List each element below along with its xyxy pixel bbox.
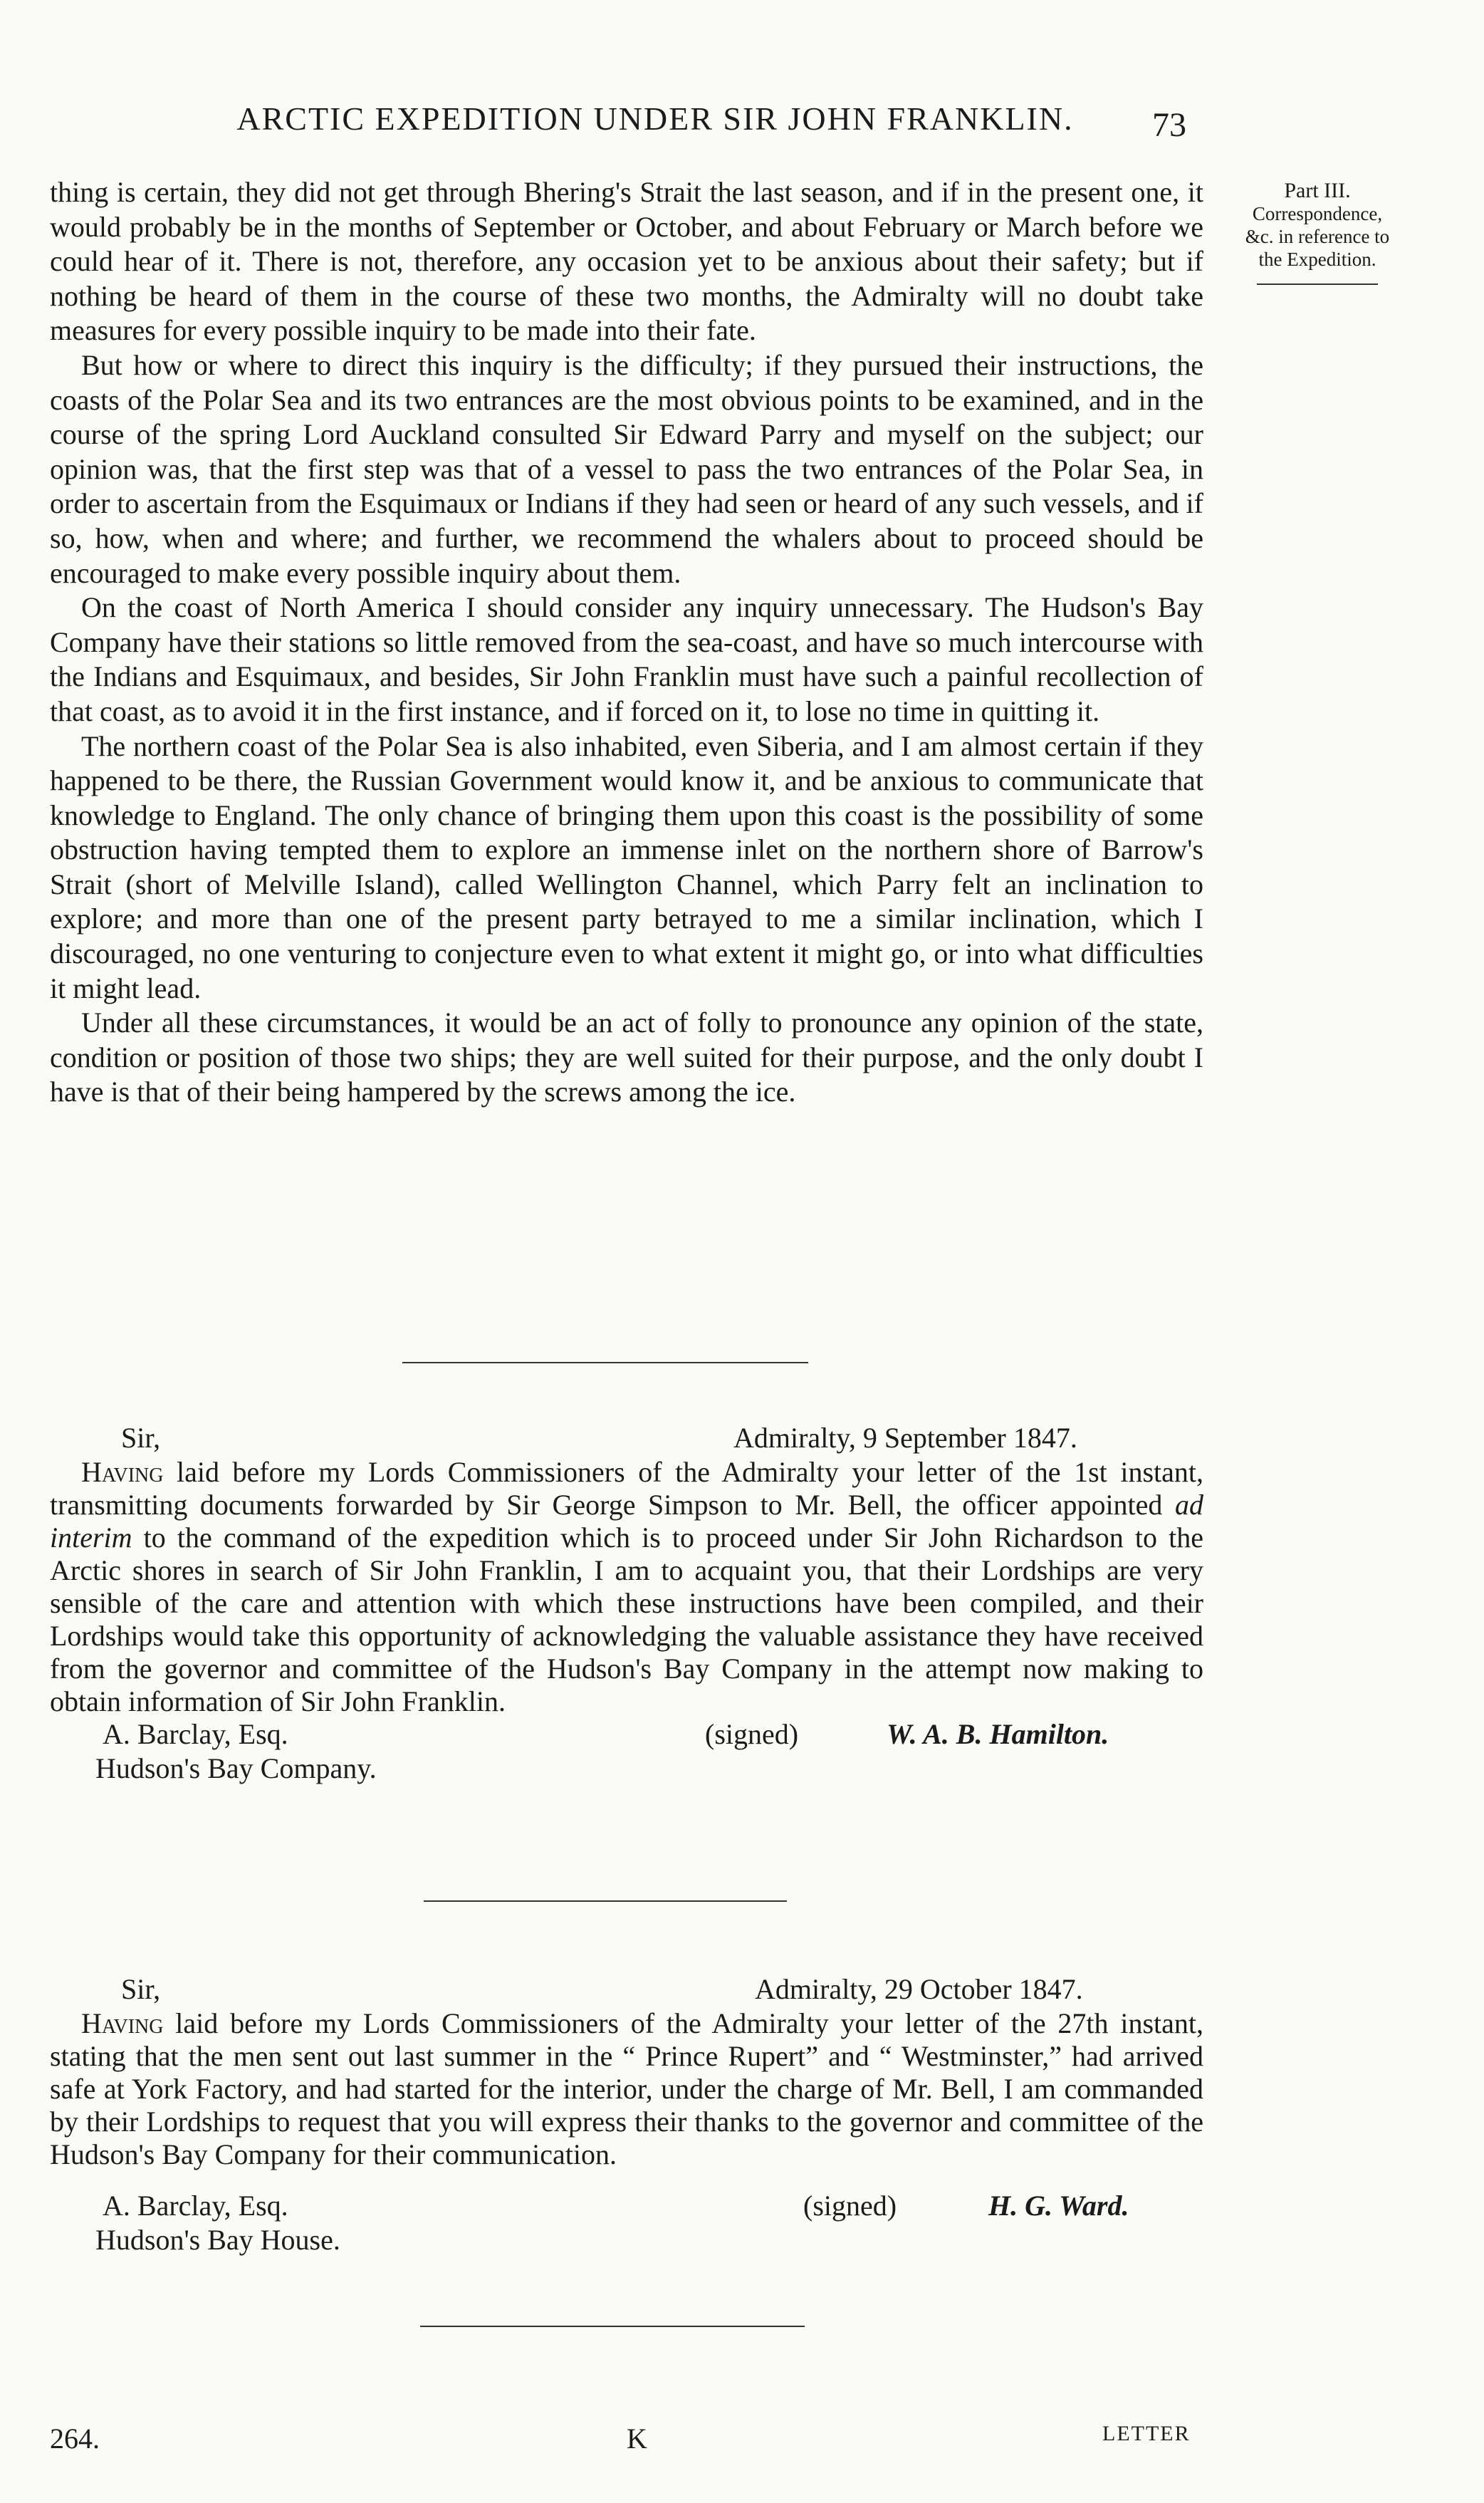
dateline: Admiralty, 29 October 1847. [755, 1973, 1083, 2005]
section-divider [424, 1900, 787, 1902]
catchword: LETTER [1102, 2422, 1191, 2445]
addressee: A. Barclay, Esq. [103, 1718, 288, 1750]
sheet-number: 264. [50, 2423, 100, 2455]
addressee-organisation: Hudson's Bay House. [95, 2224, 340, 2256]
paragraph: Under all these circumstances, it would be an act of folly to pronounce any opinion of the state, condition or position of those two ships; they are well suited for their purpose, and the only doubt I have is that of their being hampered by the screws among the ice. [50, 1006, 1203, 1108]
signature: H. G. Ward. [988, 2190, 1129, 2222]
margin-note [1211, 179, 1424, 285]
salutation: Sir, [121, 1422, 161, 1454]
paragraph: The northern coast of the Polar Sea is also inhabited, even Siberia, and I am almost certain if they happened to be there, the Russian Government would know it, and be anxious to communicate that knowledge to England. The only chance of bringing them upon this coast is the possibility of some obstruction having tempted them to explore an immense inlet on the northern shore of Barrow's Strait (short of Melville Island), called Wellington Channel, which Parry felt an inclination to explore; and more than one of the present party betrayed to me a similar inclination, which I discouraged, no one venturing to conjecture even to what extent it might go, or into what difficulties it might lead. [50, 729, 1203, 1004]
salutation: Sir, [121, 1973, 161, 2005]
opening-word: Having [81, 1456, 164, 1488]
signature: W. A. B. Hamilton. [887, 1718, 1109, 1750]
opening-word: Having [81, 2007, 164, 2039]
margin-note-line: the Expedition. [1258, 249, 1376, 270]
page-number: 73 [1152, 106, 1186, 144]
section-divider [420, 2326, 805, 2327]
addressee-organisation: Hudson's Bay Company. [95, 1752, 377, 1784]
admiralty-letter-october [50, 1973, 1203, 2258]
section-divider [402, 1362, 808, 1363]
italic-phrase: ad interim [50, 1489, 1203, 1554]
margin-note-line: &c. in reference to [1245, 226, 1390, 247]
running-title: ARCTIC EXPEDITION UNDER SIR JOHN FRANKLIN. [236, 100, 1074, 137]
margin-note-rule [1257, 283, 1378, 285]
paragraph: thing is certain, they did not get through Bhering's Strait the last season, and if in the present one, it would probably be in the months of September or October, and about February or March before we could hear of it. There is not, therefore, any occasion yet to be anxious about their safety; but if nothing be heard of them in the course of these two months, the Admiralty will no doubt take measures for every possible inquiry to be made into their fate. [50, 176, 1203, 347]
letter-body: Having laid before my Lords Commissioners of the Admiralty your letter of the 1st instant, transmitting documents forwarded by Sir George Simpson to Mr. Bell, the officer appointed ad interim to the command of the expedition which is to proceed under Sir John Richardson to the Arctic shores in search of Sir John Franklin, I am to acquaint you, that their Lordships are very sensible of the care and attention with which these instructions have been compiled, and their Lordships would take this opportunity of acknowledging the valuable assistance they have received from the governor and committee of the Hudson's Bay Company in the attempt now making to obtain information of Sir John Franklin. [50, 1456, 1203, 1717]
paragraph: But how or where to direct this inquiry is the difficulty; if they pursued their instructions, the coasts of the Polar Sea and its two entrances are the most obvious points to be examined, and in the course of the spring Lord Auckland consulted Sir Edward Parry and myself on the subject; our opinion was, that the first step was that of a vessel to pass the two entrances of the Polar Sea, in order to ascertain from the Esquimaux or Indians if they had seen or heard of any such vessels, and if so, how, when and where; and further, we recommend the whalers about to proceed should be encouraged to make every possible inquiry about them. [50, 348, 1203, 589]
letter-continuation [50, 175, 1203, 1110]
admiralty-letter-september [50, 1422, 1203, 1786]
margin-note-line: Correspondence, [1252, 203, 1383, 224]
signed-label: (signed) [803, 2190, 897, 2222]
signature-mark: K [627, 2423, 647, 2455]
paragraph: On the coast of North America I should consider any inquiry unnecessary. The Hudson's Bay Company have their stations so little removed from the sea-coast, and have so much intercourse with the Indians and Esquimaux, and besides, Sir John Franklin must have such a painful recollection of that coast, as to avoid it in the first instance, and if forced on it, to lose no time in quitting it. [50, 591, 1203, 727]
addressee: A. Barclay, Esq. [103, 2190, 288, 2222]
dateline: Admiralty, 9 September 1847. [733, 1422, 1077, 1454]
letter-body: Having laid before my Lords Commissioners of the Admiralty your letter of the 27th instant, stating that the men sent out last summer in the “ Prince Rupert” and “ Westminster,” had arrived safe at York Factory, and had started for the interior, under the charge of Mr. Bell, I am commanded by their Lordships to request that you will express their thanks to the governor and committee of the Hudson's Bay Company for their communication. [50, 2007, 1203, 2170]
margin-note-part: Part III. [1284, 179, 1351, 202]
signed-label: (signed) [705, 1718, 799, 1750]
